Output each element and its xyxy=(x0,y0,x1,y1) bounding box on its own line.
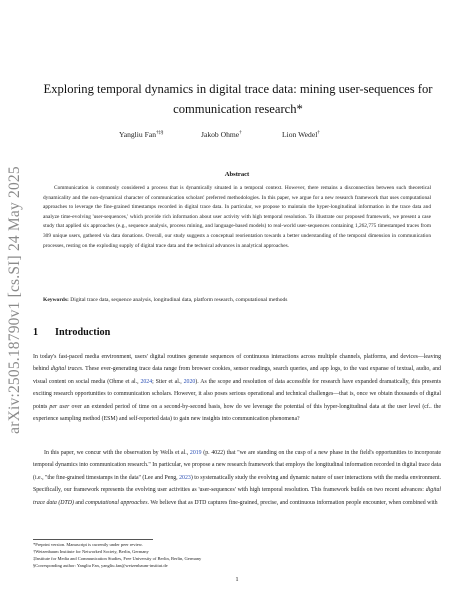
citation-link[interactable]: 2024 xyxy=(140,378,153,385)
emphasis: digital trace data (DTD) xyxy=(33,487,441,506)
footnote-rule xyxy=(33,539,153,540)
arxiv-identifier-text: arXiv:2505.18790v1 [cs.SI] 24 May 2025 xyxy=(6,166,24,434)
author-name: Yangliu Fan xyxy=(119,130,156,139)
keywords xyxy=(43,297,431,303)
author-affiliation-marks: †‡§ xyxy=(156,130,164,136)
section-number: 1 xyxy=(33,327,39,338)
author-affiliation-marks: † xyxy=(239,130,242,136)
text-run: In today's fast-paced media environment, users' digital routines generate sequences of continuous interactions across multiple channels, platforms, and devices—leaving behind xyxy=(33,354,441,373)
citation-link[interactable]: 2019 xyxy=(189,450,202,456)
text-run: over an extended period of time on a second-by-second basis, how do we leverage the potential of this hyper-longitudinal data at the user level (cf.. the experience sampling method (ESM) and self-reported data) to gain new insights into communication phenomena? xyxy=(33,403,442,423)
footnote: †Weizenbaum Institute for Networked Society, Berlin, Germany xyxy=(33,548,149,554)
abstract-heading: Abstract xyxy=(224,171,250,178)
text-run: . We believe that as DTD captures fine-grained, precise, and continuous information people encounter, when combined with xyxy=(147,499,438,506)
footnotes xyxy=(33,539,441,570)
text-run: In this paper, we concur with the observation by Wells et al., xyxy=(44,450,190,456)
author-affiliation-marks: † xyxy=(317,130,320,136)
body-paragraph-2 xyxy=(33,447,441,509)
body-paragraph-1 xyxy=(33,351,441,426)
footnote: *Preprint version. Manuscript is currently under peer review. xyxy=(33,542,143,547)
author-name: Jakob Ohme xyxy=(201,130,240,139)
text-run: ) to systematically study the evolving and dynamic nature of user interactions with the media environment. Specifically, our framework represents the evolving user activities as 'user-sequences' with high temporal resolution. This framework builds on two recent advances: xyxy=(33,474,441,494)
author-3 xyxy=(282,130,320,139)
emphasis: per user xyxy=(49,403,70,410)
emphasis: computational approaches xyxy=(85,499,148,506)
text-run: and xyxy=(73,499,86,506)
text-run: (p. 4022) that "we are standing on the cusp of a new phase in the field's opportunities to incorporate temporal dynamics into communication research." In particular, we propose a new research framework that employs the longitudinal information recorded in digital trace data (i.e., "the fine-grained timestamps in the data" (Lee and Peng, xyxy=(33,450,442,481)
text-run: ). As the scope and resolution of data accessible for research have expanded dramatically, this presents exciting research opportunities to communication scholars. However, it also poses serious operational and technical challenges—that is, once we obtain thousands of digital points xyxy=(33,378,441,410)
paper-title: Exploring temporal dynamics in digital trace data: mining user-sequences for communication research* xyxy=(43,82,433,116)
author-name: Lion Wedel xyxy=(282,130,318,139)
citation-link[interactable]: 2020 xyxy=(183,378,196,385)
section-title: Introduction xyxy=(55,327,111,338)
page-number: 1 xyxy=(235,576,239,583)
footnote: §Corresponding author: Yangliu Fan, yangliu.fan@weizenbaum-institut.de xyxy=(33,562,168,568)
author-2 xyxy=(201,130,242,139)
author-1 xyxy=(119,130,164,139)
emphasis: digital traces xyxy=(50,366,83,373)
citation-link[interactable]: 2023 xyxy=(179,474,191,481)
section-heading xyxy=(33,327,441,338)
abstract-text: Communication is commonly considered a process that is dynamically situated in a temporal context. However, there remains a disconnection between such theoretical dynamicality and the non-dynamical character of communication scholars' preferred methodologies. In this paper, we argue for a new research framework that uses computational approaches to leverage the fine-grained timestamps recorded in digital trace data. In particular, we propose to maintain the hyper-longitudinal information in the trace data and analyze time-evolving 'user-sequences,' which provide rich information about user activity with high temporal resolution. To illustrate our proposed framework, we present a case study that applied six approaches (e.g., sequence analysis, process mining, and language-based models) to real-world user-sequences containing 1,262,775 timestamped traces from 309 unique users, gathered via data donations. Overall, our study suggests a conceptual reorientation towards a better understanding of the temporal dimension in communication processes, resting on the exploding supply of digital trace data and the technical advances in analytical approaches. xyxy=(43,185,431,249)
text-run: ; Stier et al., xyxy=(152,378,184,385)
keywords-text: Digital trace data, sequence analysis, longitudinal data, platform research, computational methods xyxy=(70,297,288,303)
arxiv-identifier xyxy=(4,150,26,450)
footnote: ‡Institute for Media and Communication Studies, Free University of Berlin, Berlin, Germany xyxy=(33,555,202,561)
text-run: . These ever-generating trace data range from browser cookies, sensor readings, search queries, and app logs, to the vast expanse of textual, audio, and visual content on social media (Ohme et al., xyxy=(33,366,441,385)
keywords-label: Keywords: xyxy=(43,297,69,303)
